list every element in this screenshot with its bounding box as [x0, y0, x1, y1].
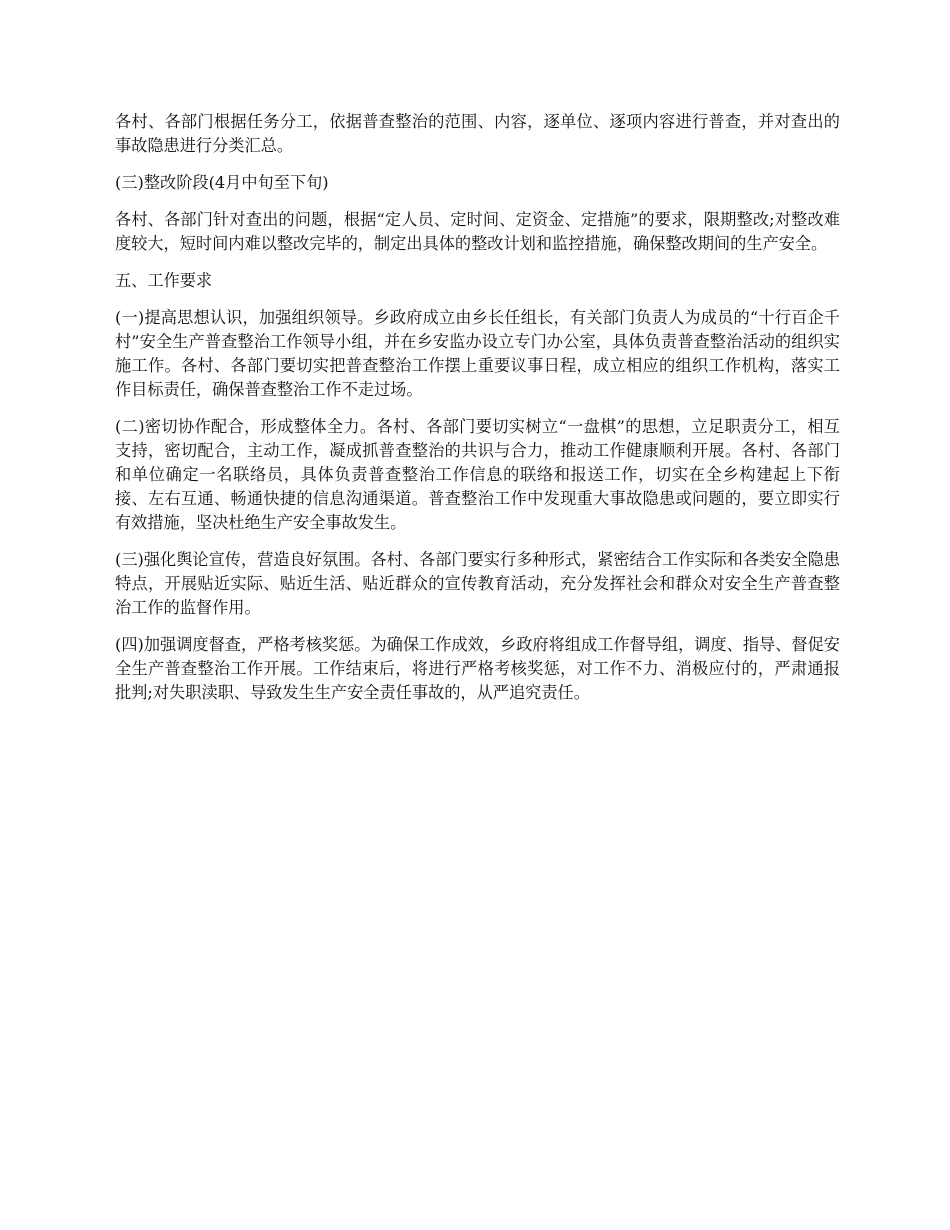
document-body	[115, 110, 840, 718]
paragraph-requirement-1: (一)提高思想认识，加强组织领导。乡政府成立由乡长任组长，有关部门负责人为成员的“十行百企千村”安全生产普查整治工作领导小组，并在乡安监办设立专门办公室，具体负责普查整治活动的组织实施工作。各村、各部门要切实把普查整治工作摆上重要议事日程，成立相应的组织工作机构，落实工作目标责任，确保普查整治工作不走过场。	[115, 308, 840, 399]
paragraph-rectification: 各村、各部门针对查出的问题，根据“定人员、定时间、定资金、定措施”的要求，限期整改;对整改难度较大，短时间内难以整改完毕的，制定出具体的整改计划和监控措施，确保整改期间的生产安全。	[115, 210, 840, 253]
paragraph-requirement-3: (三)强化舆论宣传，营造良好氛围。各村、各部门要实行多种形式，紧密结合工作实际和各类安全隐患特点，开展贴近实际、贴近生活、贴近群众的宣传教育活动，充分发挥社会和群众对安全生产普查整治工作的监督作用。	[115, 550, 840, 617]
heading-work-requirements: 五、工作要求	[115, 271, 213, 290]
paragraph-requirement-4: (四)加强调度督查，严格考核奖惩。为确保工作成效，乡政府将组成工作督导组，调度、指导、督促安全生产普查整治工作开展。工作结束后，将进行严格考核奖惩，对工作不力、消极应付的，严肃通报批判;对失职渎职、导致发生生产安全责任事故的，从严追究责任。	[115, 635, 840, 702]
heading-rectification-stage: (三)整改阶段(4月中旬至下旬)	[115, 173, 329, 192]
paragraph-requirement-2: (二)密切协作配合，形成整体全力。各村、各部门要切实树立“一盘棋”的思想，立足职责分工，相互支持，密切配合，主动工作，凝成抓普查整治的共识与合力，推动工作健康顺利开展。各村、各部门和单位确定一名联络员，具体负责普查整治工作信息的联络和报送工作，切实在全乡构建起上下衔接、左右互通、畅通快捷的信息沟通渠道。普查整治工作中发现重大事故隐患或问题的，要立即实行有效措施，坚决杜绝生产安全事故发生。	[115, 417, 840, 532]
paragraph-survey-summary: 各村、各部门根据任务分工，依据普查整治的范围、内容，逐单位、逐项内容进行普查，并对查出的事故隐患进行分类汇总。	[115, 112, 840, 155]
